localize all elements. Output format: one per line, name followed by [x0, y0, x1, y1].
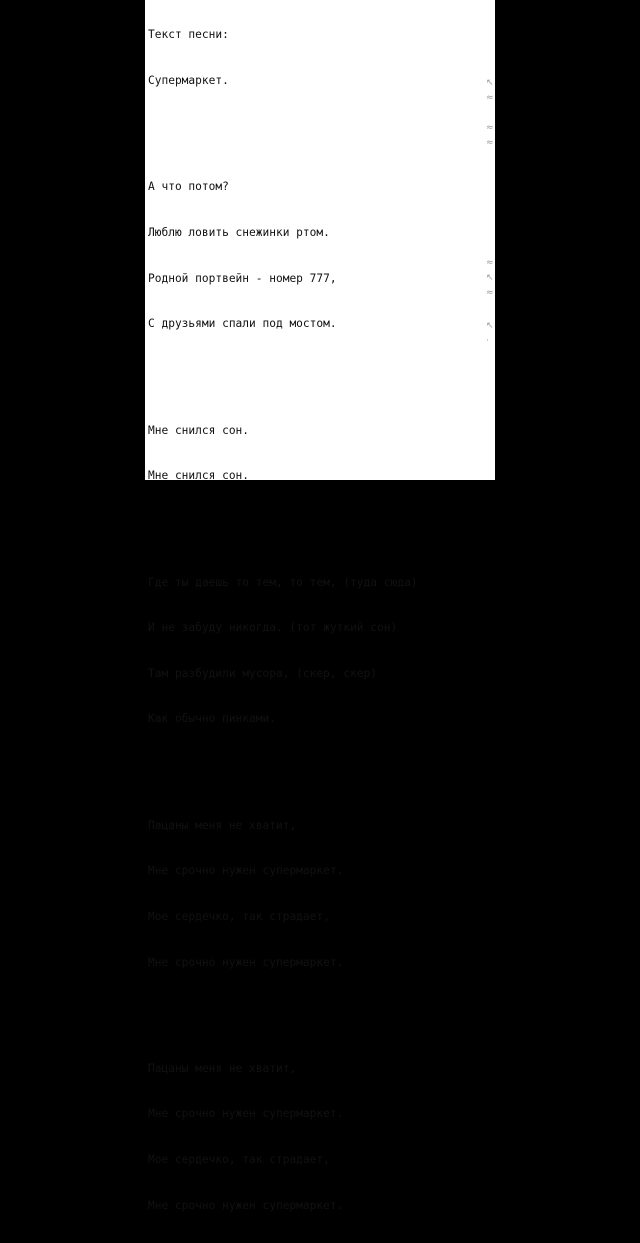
lyric-line: А что потом? [148, 180, 229, 194]
blank-line [148, 757, 417, 772]
lyric-line: Мне срочно нужен супермаркет. [148, 1107, 344, 1121]
lyric-line: Мое сердечко, так страдает, [148, 1153, 330, 1167]
lyrics-text [148, 0, 417, 1243]
edge-artifact: ↖ [486, 321, 494, 331]
blank-line [148, 362, 417, 377]
lyric-line: Как обычно пинками. [148, 712, 276, 726]
lyric-line: Мне срочно нужен супермаркет. [148, 1198, 344, 1212]
lyric-line: Мне снился сон. [148, 469, 250, 483]
lyric-line: Родной портвейн - номер 777, [148, 271, 337, 285]
edge-artifact: ≈ [486, 93, 494, 103]
edge-artifact: ≈ [486, 258, 494, 268]
edge-artifact: ≈ [486, 288, 494, 298]
lyric-line: С друзьями спали под мостом. [148, 317, 337, 331]
blank-line [148, 1000, 417, 1015]
lyric-line: Мне срочно нужен супермаркет. [148, 955, 344, 969]
edge-artifact: · [486, 336, 489, 346]
lyric-line: Пацаны меня не хватит, [148, 818, 297, 832]
edge-artifact: ↖ [486, 273, 494, 283]
lyric-line: Мое сердечко, так страдает, [148, 909, 330, 923]
lyric-line: Мне срочно нужен супермаркет. [148, 864, 344, 878]
blank-line [148, 514, 417, 529]
edge-artifact: ≈ [486, 123, 494, 133]
blank-line [148, 119, 417, 134]
lyric-line: Мне снился сон. [148, 423, 250, 437]
edge-artifact: ↖ [486, 78, 494, 88]
lyric-line: И не забуду никогда. (тот жуткий сон) [148, 621, 398, 635]
edge-artifact: ≈ [486, 138, 494, 148]
lyric-line: Там разбудили мусора, (скер, скер) [148, 666, 378, 680]
lyric-line: Пацаны меня не хватит, [148, 1061, 297, 1075]
song-title: Супермаркет. [148, 74, 229, 87]
lyrics-heading-label: Текст песни: [148, 28, 229, 42]
lyric-line: Где ты даешь то тем, то тем, (туда сюда) [148, 575, 418, 589]
lyrics-sheet [145, 0, 495, 1212]
lyric-line: Люблю ловить снежинки ртом. [148, 225, 330, 239]
